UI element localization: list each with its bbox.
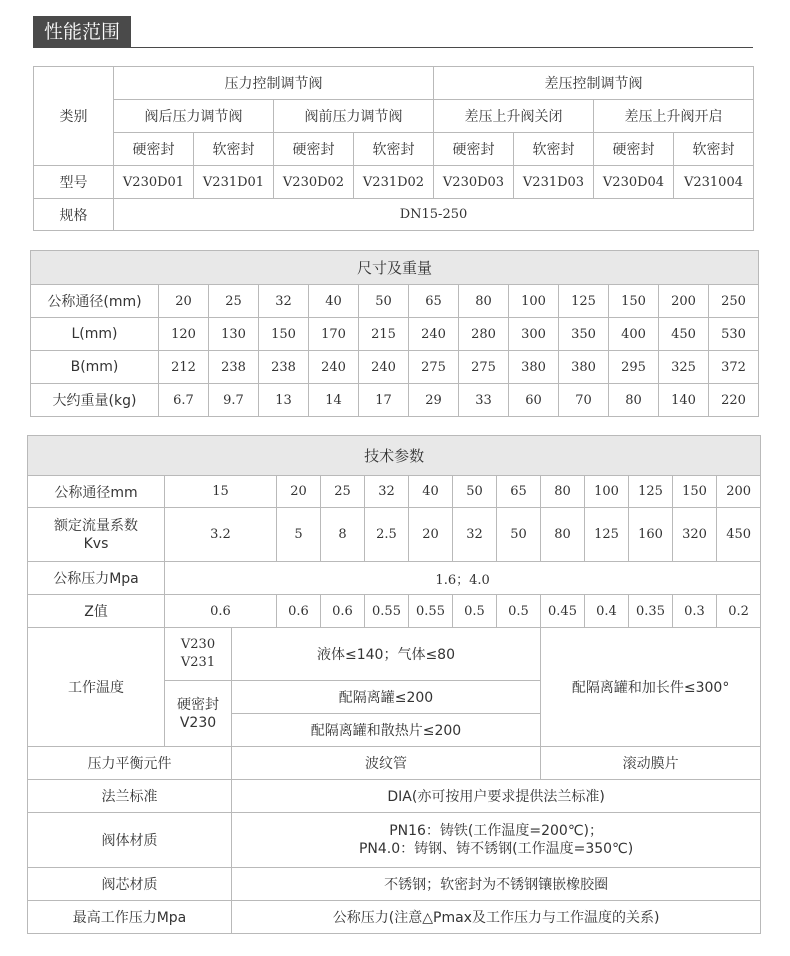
z-cell: 0.5 bbox=[497, 595, 541, 628]
model-cell: V231004 bbox=[674, 166, 754, 199]
core-material-value: 不锈钢；软密封为不锈钢镶嵌橡胶圈 bbox=[232, 868, 761, 901]
seal-cell: 软密封 bbox=[674, 133, 754, 166]
tech-dn-cell: 150 bbox=[673, 476, 717, 508]
kvs-label-line2: Kvs bbox=[83, 535, 109, 552]
tech-dn-cell: 20 bbox=[277, 476, 321, 508]
kvs-cell: 5 bbox=[277, 508, 321, 562]
tech-dn-cell: 125 bbox=[629, 476, 673, 508]
flange-standard-value: DIA(亦可按用户要求提供法兰标准) bbox=[232, 780, 761, 813]
size-l-cell: 530 bbox=[709, 318, 759, 351]
size-dn-cell: 20 bbox=[159, 285, 209, 318]
z-cell: 0.45 bbox=[541, 595, 585, 628]
tech-dn-cell: 100 bbox=[585, 476, 629, 508]
model-cell: V231D01 bbox=[194, 166, 274, 199]
z-cell: 0.2 bbox=[717, 595, 761, 628]
size-weight-cell: 6.7 bbox=[159, 384, 209, 417]
kvs-cell: 2.5 bbox=[365, 508, 409, 562]
model-cell: V231D02 bbox=[354, 166, 434, 199]
size-dn-cell: 250 bbox=[709, 285, 759, 318]
temp-isolation-extension: 配隔离罐和加长件≤300° bbox=[541, 628, 761, 747]
temp-model-line2: V231 bbox=[180, 655, 216, 670]
pressure-control-group: 压力控制调节阀 bbox=[114, 67, 434, 100]
spec-value: DN15-250 bbox=[114, 199, 754, 231]
size-l-cell: 280 bbox=[459, 318, 509, 351]
size-l-cell: 240 bbox=[409, 318, 459, 351]
z-cell: 0.3 bbox=[673, 595, 717, 628]
body-material-value bbox=[232, 813, 761, 868]
size-weight-label: 大约重量(kg) bbox=[31, 384, 159, 417]
z-cell: 0.35 bbox=[629, 595, 673, 628]
section-divider bbox=[33, 47, 753, 48]
size-weight-cell: 9.7 bbox=[209, 384, 259, 417]
size-l-cell: 170 bbox=[309, 318, 359, 351]
size-weight-cell: 17 bbox=[359, 384, 409, 417]
z-cell: 0.6 bbox=[277, 595, 321, 628]
size-b-cell: 240 bbox=[309, 351, 359, 384]
tech-dn-cell: 200 bbox=[717, 476, 761, 508]
temp-model-line1: V230 bbox=[180, 637, 216, 652]
spec-label: 规格 bbox=[34, 199, 114, 231]
tech-dn-cell: 15 bbox=[165, 476, 277, 508]
kvs-cell: 8 bbox=[321, 508, 365, 562]
kvs-cell: 320 bbox=[673, 508, 717, 562]
size-l-cell: 350 bbox=[559, 318, 609, 351]
size-dn-cell: 25 bbox=[209, 285, 259, 318]
body-material-label: 阀体材质 bbox=[28, 813, 232, 868]
core-material-label: 阀芯材质 bbox=[28, 868, 232, 901]
size-weight-cell: 29 bbox=[409, 384, 459, 417]
size-b-cell: 380 bbox=[509, 351, 559, 384]
model-cell: V230D04 bbox=[594, 166, 674, 199]
model-cell: V230D03 bbox=[434, 166, 514, 199]
size-dn-cell: 40 bbox=[309, 285, 359, 318]
size-dn-cell: 80 bbox=[459, 285, 509, 318]
seal-cell: 软密封 bbox=[194, 133, 274, 166]
size-weight-cell: 14 bbox=[309, 384, 359, 417]
kvs-cell: 20 bbox=[409, 508, 453, 562]
seal-cell: 硬密封 bbox=[434, 133, 514, 166]
size-b-cell: 212 bbox=[159, 351, 209, 384]
temp-model-hard-seal bbox=[165, 681, 232, 747]
balance-bellows: 波纹管 bbox=[232, 747, 541, 780]
nominal-pressure-value: 1.6；4.0 bbox=[165, 562, 761, 595]
size-l-cell: 450 bbox=[659, 318, 709, 351]
size-b-cell: 372 bbox=[709, 351, 759, 384]
tech-dn-cell: 32 bbox=[365, 476, 409, 508]
tech-dn-cell: 25 bbox=[321, 476, 365, 508]
model-cell: V231D03 bbox=[514, 166, 594, 199]
size-l-cell: 150 bbox=[259, 318, 309, 351]
diff-pressure-group: 差压控制调节阀 bbox=[434, 67, 754, 100]
size-b-cell: 238 bbox=[209, 351, 259, 384]
temp-isolation-fin: 配隔离罐和散热片≤200 bbox=[232, 714, 541, 747]
temp-model-hard-seal-line2: V230 bbox=[179, 714, 217, 731]
size-l-label: L(mm) bbox=[31, 318, 159, 351]
tech-params-table bbox=[27, 435, 761, 934]
size-weight-cell: 140 bbox=[659, 384, 709, 417]
body-material-line2: PN4.0：铸钢、铸不锈钢(工作温度=350℃) bbox=[358, 841, 634, 857]
seal-cell: 硬密封 bbox=[114, 133, 194, 166]
seal-cell: 软密封 bbox=[354, 133, 434, 166]
sub-rise-open: 差压上升阀开启 bbox=[594, 100, 754, 133]
size-dn-cell: 50 bbox=[359, 285, 409, 318]
size-b-label: B(mm) bbox=[31, 351, 159, 384]
sub-after-pressure: 阀后压力调节阀 bbox=[114, 100, 274, 133]
body-material-line1: PN16：铸铁(工作温度=200℃)； bbox=[389, 823, 604, 839]
size-weight-title: 尺寸及重量 bbox=[31, 251, 759, 285]
temp-model-hard-seal-line1: 硬密封 bbox=[177, 696, 219, 713]
tech-dn-cell: 65 bbox=[497, 476, 541, 508]
sub-before-pressure: 阀前压力调节阀 bbox=[274, 100, 434, 133]
kvs-cell: 160 bbox=[629, 508, 673, 562]
kvs-cell: 80 bbox=[541, 508, 585, 562]
size-l-cell: 120 bbox=[159, 318, 209, 351]
kvs-label-line1: 额定流量系数 bbox=[54, 517, 138, 534]
kvs-cell: 450 bbox=[717, 508, 761, 562]
size-weight-cell: 70 bbox=[559, 384, 609, 417]
z-cell: 0.6 bbox=[165, 595, 277, 628]
z-cell: 0.55 bbox=[365, 595, 409, 628]
size-dn-cell: 125 bbox=[559, 285, 609, 318]
size-l-cell: 300 bbox=[509, 318, 559, 351]
size-weight-cell: 220 bbox=[709, 384, 759, 417]
kvs-cell: 50 bbox=[497, 508, 541, 562]
size-b-cell: 275 bbox=[459, 351, 509, 384]
seal-cell: 硬密封 bbox=[594, 133, 674, 166]
performance-range-table bbox=[33, 66, 754, 231]
work-temp-label: 工作温度 bbox=[28, 628, 165, 747]
balance-diaphragm: 滚动膜片 bbox=[541, 747, 761, 780]
temp-isolation: 配隔离罐≤200 bbox=[232, 681, 541, 714]
nominal-pressure-label: 公称压力Mpa bbox=[28, 562, 165, 595]
kvs-cell: 3.2 bbox=[165, 508, 277, 562]
max-pressure-label: 最高工作压力Mpa bbox=[28, 901, 232, 934]
size-dn-label: 公称通径(mm) bbox=[31, 285, 159, 318]
kvs-cell: 125 bbox=[585, 508, 629, 562]
tech-dn-cell: 80 bbox=[541, 476, 585, 508]
tech-dn-cell: 40 bbox=[409, 476, 453, 508]
tech-dn-label: 公称通径mm bbox=[28, 476, 165, 508]
size-b-cell: 240 bbox=[359, 351, 409, 384]
kvs-label bbox=[28, 508, 165, 562]
size-l-cell: 400 bbox=[609, 318, 659, 351]
size-weight-cell: 80 bbox=[609, 384, 659, 417]
model-cell: V230D02 bbox=[274, 166, 354, 199]
size-dn-cell: 65 bbox=[409, 285, 459, 318]
model-cell: V230D01 bbox=[114, 166, 194, 199]
category-label: 类别 bbox=[34, 67, 114, 166]
size-weight-table bbox=[30, 250, 759, 417]
size-weight-cell: 60 bbox=[509, 384, 559, 417]
size-dn-cell: 200 bbox=[659, 285, 709, 318]
seal-cell: 硬密封 bbox=[274, 133, 354, 166]
balance-element-label: 压力平衡元件 bbox=[28, 747, 232, 780]
size-dn-cell: 32 bbox=[259, 285, 309, 318]
size-b-cell: 275 bbox=[409, 351, 459, 384]
model-label: 型号 bbox=[34, 166, 114, 199]
size-b-cell: 238 bbox=[259, 351, 309, 384]
size-b-cell: 325 bbox=[659, 351, 709, 384]
size-weight-cell: 33 bbox=[459, 384, 509, 417]
flange-standard-label: 法兰标准 bbox=[28, 780, 232, 813]
z-value-label: Z值 bbox=[28, 595, 165, 628]
z-cell: 0.6 bbox=[321, 595, 365, 628]
size-dn-cell: 150 bbox=[609, 285, 659, 318]
seal-cell: 软密封 bbox=[514, 133, 594, 166]
kvs-cell: 32 bbox=[453, 508, 497, 562]
temp-model-v230-v231 bbox=[165, 628, 232, 681]
z-cell: 0.5 bbox=[453, 595, 497, 628]
max-pressure-value: 公称压力(注意△Pmax及工作压力与工作温度的关系) bbox=[232, 901, 761, 934]
size-b-cell: 380 bbox=[559, 351, 609, 384]
sub-rise-close: 差压上升阀关闭 bbox=[434, 100, 594, 133]
tech-params-title: 技术参数 bbox=[28, 436, 761, 476]
size-b-cell: 295 bbox=[609, 351, 659, 384]
temp-liquid-gas: 液体≤140；气体≤80 bbox=[232, 628, 541, 681]
size-l-cell: 130 bbox=[209, 318, 259, 351]
tech-dn-cell: 50 bbox=[453, 476, 497, 508]
size-l-cell: 215 bbox=[359, 318, 409, 351]
size-weight-cell: 13 bbox=[259, 384, 309, 417]
section-title: 性能范围 bbox=[33, 16, 131, 48]
z-cell: 0.4 bbox=[585, 595, 629, 628]
size-dn-cell: 100 bbox=[509, 285, 559, 318]
z-cell: 0.55 bbox=[409, 595, 453, 628]
